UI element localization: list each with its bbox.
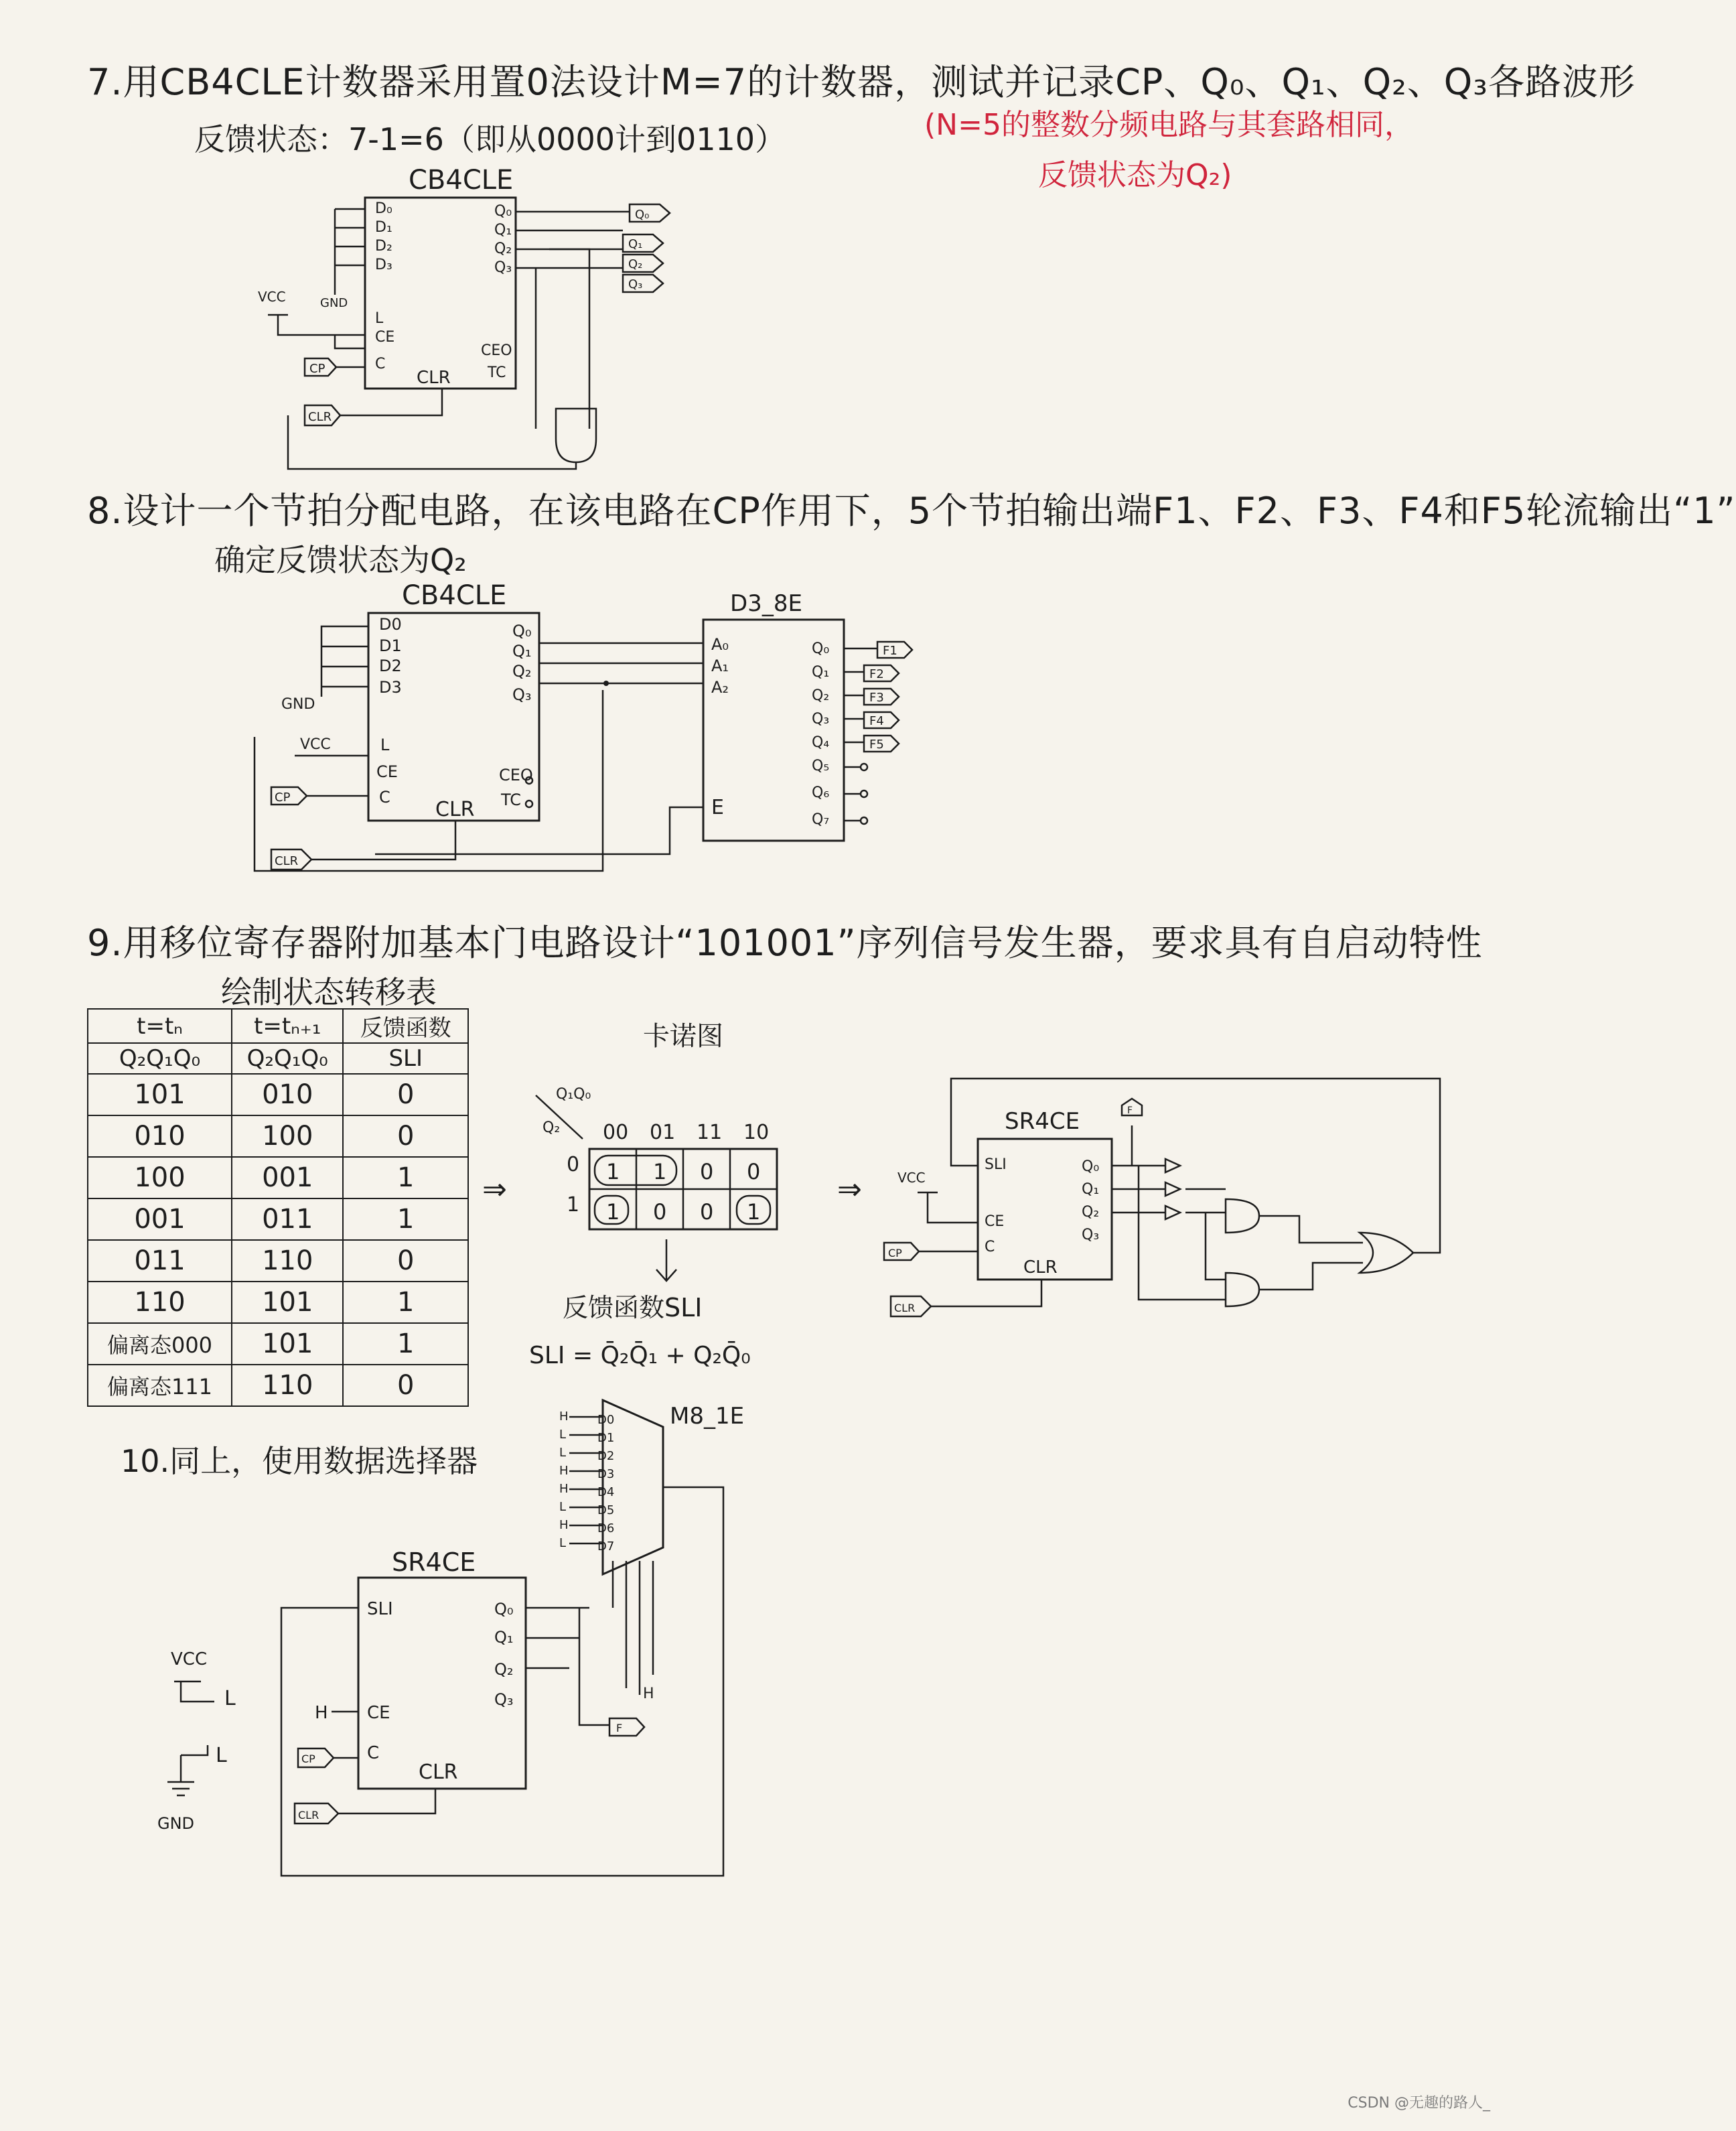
svg-text:Q₀: Q₀	[635, 208, 650, 222]
q7-note-line1: (N=5的整数分频电路与其套路相同，	[924, 108, 1414, 142]
svg-text:Q₆: Q₆	[812, 784, 830, 801]
q7-counter-chip	[258, 165, 670, 469]
svg-text:Q₁: Q₁	[512, 642, 532, 661]
svg-text:Q₀: Q₀	[494, 1600, 514, 1619]
svg-text:F3: F3	[869, 691, 884, 705]
q7-vcc: VCC	[258, 289, 286, 305]
q7-cp: CP	[309, 362, 326, 376]
svg-text:D1: D1	[379, 636, 402, 655]
svg-text:L: L	[216, 1744, 227, 1767]
q7-gnd: GND	[320, 296, 348, 310]
table-row: 011 110 0	[88, 1240, 468, 1282]
svg-text:H: H	[559, 1518, 569, 1532]
q10-title: 10.同上，使用数据选择器	[121, 1443, 478, 1479]
svg-text:SLI = Q̄₂Q̄₁ + Q₂Q̄₀: SLI = Q̄₂Q̄₁ + Q₂Q̄₀	[529, 1342, 751, 1369]
svg-text:A₀: A₀	[711, 635, 729, 654]
svg-text:SLI: SLI	[367, 1599, 393, 1619]
svg-text:E: E	[711, 796, 724, 819]
q7-pin-q1: Q₁	[494, 222, 512, 238]
svg-text:0: 0	[700, 1199, 714, 1225]
svg-text:反馈函数SLI: 反馈函数SLI	[563, 1293, 703, 1322]
svg-text:CLR: CLR	[275, 854, 299, 868]
svg-text:H: H	[315, 1703, 328, 1723]
svg-text:A₁: A₁	[711, 657, 729, 675]
svg-text:Q₅: Q₅	[812, 758, 830, 774]
svg-text:Q₁: Q₁	[1082, 1181, 1100, 1198]
svg-text:Q₂: Q₂	[628, 257, 643, 271]
svg-text:F1: F1	[883, 644, 897, 658]
svg-text:Q₂: Q₂	[1082, 1204, 1100, 1221]
svg-text:1: 1	[747, 1199, 761, 1225]
svg-text:D5: D5	[597, 1503, 615, 1517]
table-row: 偏离态111 110 0	[88, 1365, 468, 1406]
q7-pin-c: C	[375, 356, 386, 372]
table-sub-current: Q₂Q₁Q₀	[88, 1043, 232, 1074]
svg-text:C: C	[367, 1743, 380, 1763]
q7-pin-d1: D₁	[375, 219, 392, 236]
q8-title: 8.设计一个节拍分配电路，在该电路在CP作用下，5个节拍输出端F1、F2、F3、F4和F5轮流输出“1”	[87, 490, 1736, 532]
table-row: 110 101 1	[88, 1282, 468, 1323]
q7-pin-d3: D₃	[375, 257, 392, 273]
q9-table-title: 绘制状态转移表	[221, 974, 437, 1010]
svg-text:L: L	[380, 736, 390, 754]
svg-text:SR4CE: SR4CE	[392, 1548, 476, 1577]
svg-text:0: 0	[700, 1159, 714, 1184]
svg-text:F4: F4	[869, 714, 884, 728]
svg-text:CP: CP	[275, 790, 291, 805]
svg-text:Q₃: Q₃	[1082, 1227, 1100, 1243]
q7-pin-q0: Q₀	[494, 203, 512, 220]
svg-text:M8_1E: M8_1E	[670, 1403, 745, 1430]
svg-text:⇒: ⇒	[837, 1172, 862, 1207]
svg-text:F5: F5	[869, 738, 884, 752]
table-head-feedback: 反馈函数	[343, 1009, 468, 1043]
svg-text:01: 01	[650, 1121, 676, 1144]
svg-text:L: L	[559, 1500, 567, 1514]
svg-text:GND: GND	[157, 1814, 195, 1833]
q7-title: 7.用CB4CLE计数器采用置0法设计M=7的计数器，测试并记录CP、Q₀、Q₁、Q₂、Q₃各路波形	[87, 61, 1636, 103]
svg-text:Q₀: Q₀	[812, 640, 830, 657]
svg-text:D0: D0	[379, 615, 402, 634]
svg-text:D3: D3	[379, 678, 402, 697]
svg-text:D4: D4	[597, 1485, 615, 1499]
q7-pin-d2: D₂	[375, 238, 392, 255]
svg-text:L: L	[224, 1687, 236, 1710]
q7-pin-l: L	[375, 310, 384, 327]
svg-text:0: 0	[653, 1199, 667, 1225]
svg-text:CLR: CLR	[894, 1302, 916, 1314]
svg-text:L: L	[559, 1536, 567, 1550]
svg-text:1: 1	[653, 1159, 667, 1184]
svg-text:卡诺图: 卡诺图	[643, 1021, 723, 1052]
csdn-watermark: CSDN @无趣的路人_	[1348, 2095, 1490, 2112]
svg-text:1: 1	[606, 1199, 620, 1225]
q8-feedback: 确定反馈状态为Q₂	[214, 542, 467, 578]
svg-text:Q₀: Q₀	[1082, 1158, 1100, 1175]
svg-text:0: 0	[747, 1159, 761, 1184]
svg-text:H: H	[643, 1686, 654, 1702]
svg-text:F: F	[616, 1722, 623, 1734]
svg-text:CE: CE	[367, 1703, 390, 1723]
svg-text:L: L	[559, 1446, 567, 1460]
svg-text:A₂: A₂	[711, 678, 729, 697]
svg-text:C: C	[379, 788, 390, 807]
table-row: 101 010 0	[88, 1074, 468, 1115]
svg-text:Q₂: Q₂	[494, 1660, 514, 1679]
svg-text:Q₁: Q₁	[628, 237, 643, 251]
q7-pin-ceo: CEO	[481, 342, 512, 359]
svg-text:D6: D6	[597, 1521, 615, 1535]
table-head-next: t=tₙ₊₁	[232, 1009, 343, 1043]
svg-text:1: 1	[567, 1193, 580, 1217]
svg-text:D0: D0	[597, 1413, 615, 1427]
table-head-current: t=tₙ	[88, 1009, 232, 1043]
table-row: 010 100 0	[88, 1115, 468, 1157]
table-sub-feedback: SLI	[343, 1043, 468, 1074]
svg-text:1: 1	[606, 1159, 620, 1184]
svg-text:Q₂: Q₂	[512, 662, 532, 681]
q7-pin-q2: Q₂	[494, 240, 512, 257]
state-transition-table	[87, 1008, 469, 1407]
svg-text:11: 11	[697, 1121, 723, 1144]
svg-text:Q₃: Q₃	[512, 685, 532, 704]
table-row: 001 011 1	[88, 1198, 468, 1240]
svg-text:CEO: CEO	[499, 766, 533, 784]
svg-text:H: H	[559, 1410, 569, 1424]
q7-pin-tc: TC	[488, 364, 506, 381]
q7-feedback: 反馈状态：7-1=6（即从0000计到0110）	[194, 121, 786, 157]
svg-text:10: 10	[743, 1121, 770, 1144]
svg-text:Q₂: Q₂	[542, 1119, 561, 1136]
svg-text:C: C	[985, 1239, 995, 1255]
svg-text:CE: CE	[985, 1213, 1005, 1230]
table-row: 100 001 1	[88, 1157, 468, 1198]
svg-text:CLR: CLR	[298, 1809, 319, 1821]
q7-note-line2: 反馈状态为Q₂)	[1038, 158, 1232, 192]
svg-text:H: H	[559, 1464, 569, 1478]
svg-text:D1: D1	[597, 1431, 615, 1445]
q9-title: 9.用移位寄存器附加基本门电路设计“101001”序列信号发生器，要求具有自启动特性	[87, 922, 1483, 964]
svg-text:SLI: SLI	[985, 1156, 1007, 1173]
svg-text:CP: CP	[888, 1247, 902, 1259]
svg-text:L: L	[559, 1428, 567, 1442]
svg-text:H: H	[559, 1482, 569, 1496]
svg-text:CE: CE	[376, 762, 398, 781]
svg-text:F: F	[1127, 1105, 1133, 1116]
svg-text:Q₂: Q₂	[812, 687, 830, 704]
svg-text:CLR: CLR	[1023, 1257, 1058, 1278]
svg-text:Q₁: Q₁	[494, 1628, 514, 1647]
q7-clr: CLR	[308, 410, 332, 424]
svg-text:GND: GND	[281, 696, 315, 713]
q7-pin-ce: CE	[375, 329, 395, 346]
q9-kmap	[482, 1021, 862, 1369]
svg-text:Q₇: Q₇	[812, 811, 830, 828]
svg-text:CLR: CLR	[419, 1761, 458, 1784]
svg-text:Q₃: Q₃	[812, 711, 830, 728]
svg-text:F2: F2	[869, 667, 884, 681]
q7-pin-q3: Q₃	[494, 259, 512, 276]
table-sub-next: Q₂Q₁Q₀	[232, 1043, 343, 1074]
svg-text:VCC: VCC	[897, 1170, 926, 1186]
svg-text:SR4CE: SR4CE	[1005, 1108, 1080, 1135]
svg-text:Q₃: Q₃	[494, 1690, 514, 1709]
svg-text:Q₁: Q₁	[812, 664, 830, 681]
svg-text:D3_8E: D3_8E	[730, 590, 802, 617]
svg-text:CP: CP	[301, 1752, 315, 1765]
svg-text:0: 0	[567, 1153, 580, 1176]
q7-pin-d0: D₀	[375, 200, 392, 217]
q8-circuit	[255, 580, 912, 871]
svg-text:D3: D3	[597, 1467, 615, 1481]
svg-text:CB4CLE: CB4CLE	[409, 165, 514, 196]
svg-text:Q₃: Q₃	[628, 277, 643, 291]
svg-text:D2: D2	[379, 657, 402, 675]
table-row: 偏离态000 101 1	[88, 1323, 468, 1365]
svg-text:Q₁Q₀: Q₁Q₀	[556, 1086, 591, 1103]
q9-shift-register	[884, 1079, 1440, 1316]
svg-text:00: 00	[603, 1121, 629, 1144]
svg-text:Q₀: Q₀	[512, 622, 532, 640]
svg-text:VCC: VCC	[171, 1649, 208, 1669]
svg-text:Q₄: Q₄	[812, 734, 830, 751]
svg-text:VCC: VCC	[300, 736, 331, 753]
svg-text:TC: TC	[501, 790, 522, 809]
svg-text:D2: D2	[597, 1449, 615, 1463]
svg-text:CB4CLE: CB4CLE	[402, 580, 507, 611]
svg-text:CLR: CLR	[435, 798, 475, 821]
q7-pin-clr: CLR	[417, 368, 451, 388]
svg-text:⇒: ⇒	[482, 1172, 507, 1207]
svg-text:D7: D7	[597, 1539, 615, 1554]
